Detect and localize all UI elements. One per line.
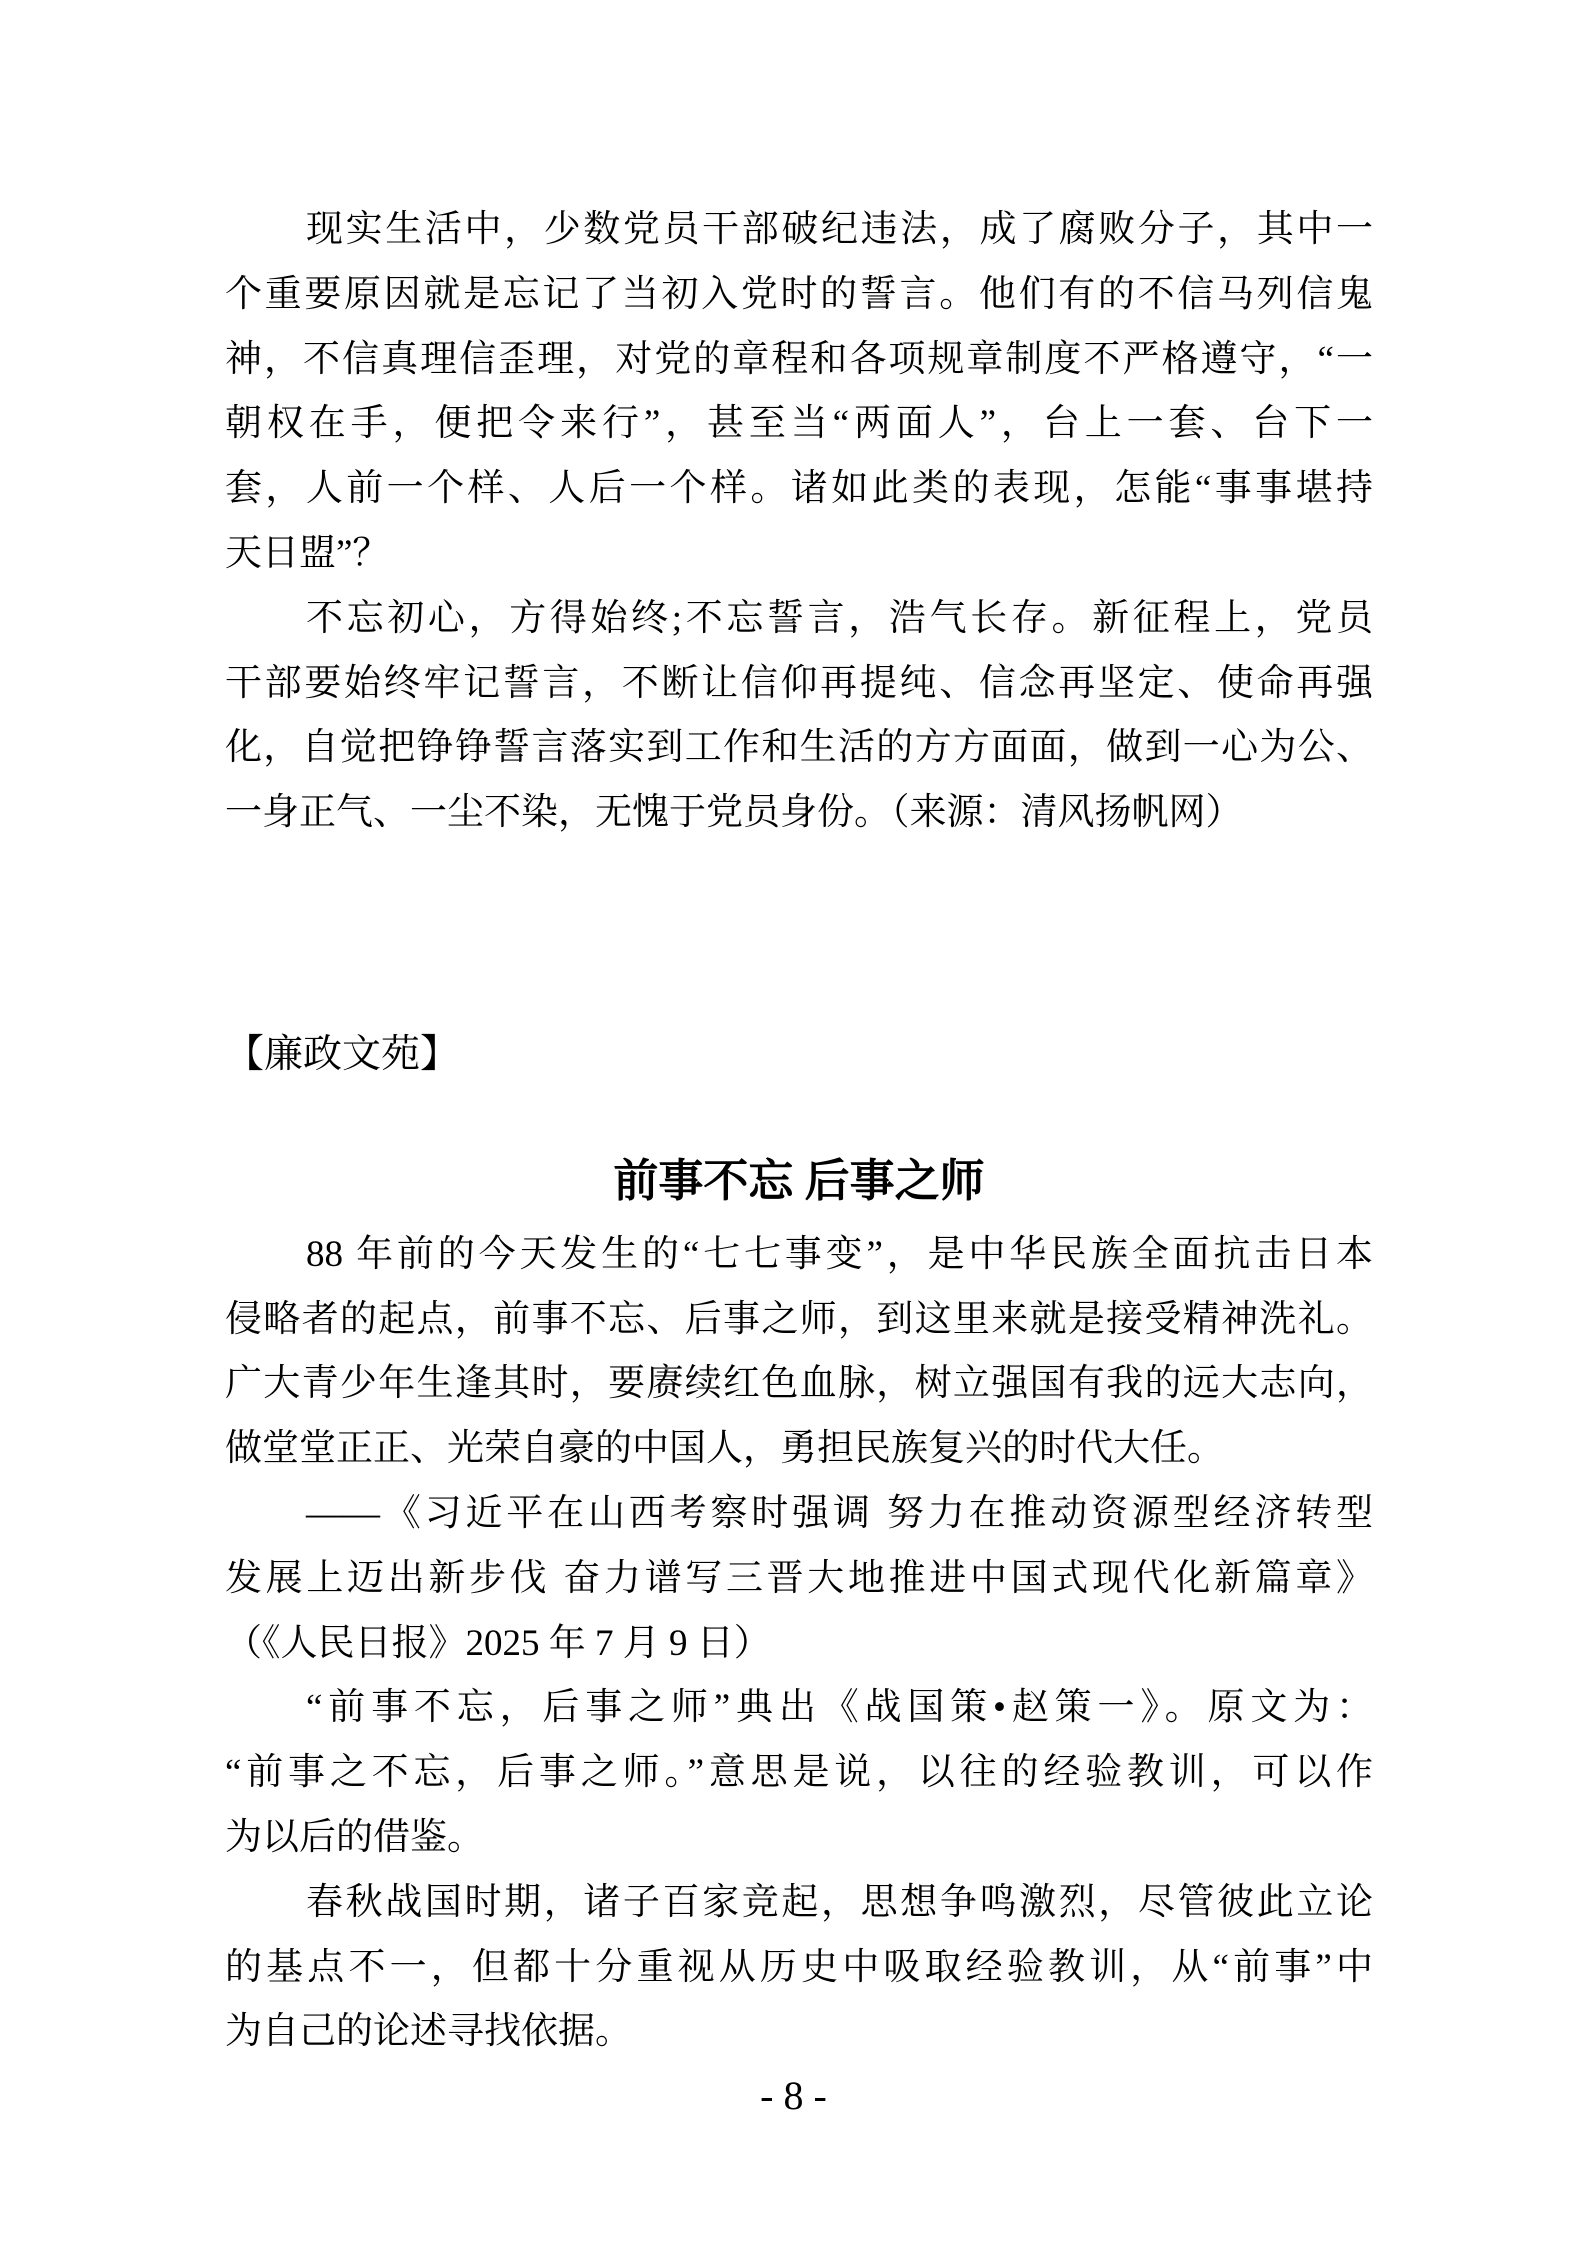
text-line: 现实生活中，少数党员干部破纪违法，成了腐败分子，其中一 <box>306 209 1373 250</box>
text-line: （《人民日报》2025 年 7 月 9 日） <box>225 1622 771 1664</box>
text-line: 化，自觉把铮铮誓言落实到工作和生活的方方面面，做到一心为公、 <box>225 727 1373 769</box>
body-paragraph <box>225 1871 1373 2065</box>
body-paragraph <box>225 1223 1373 1482</box>
article-title: 前事不忘 后事之师 <box>613 1155 985 1206</box>
section-header: 【廉政文苑】 <box>225 1032 460 1076</box>
text-line: “前事不忘，后事之师”典出《战国策•赵策一》。原文为： <box>306 1687 1373 1729</box>
text-line: 朝权在手，便把令来行”，甚至当“两面人”，台上一套、台下一 <box>225 403 1373 445</box>
text-line: 做堂堂正正、光荣自豪的中国人，勇担民族复兴的时代大任。 <box>225 1428 1224 1470</box>
text-line: 广大青少年生逢其时，要赓续红色血脉，树立强国有我的远大志向， <box>225 1363 1373 1405</box>
body-paragraph <box>225 198 1373 587</box>
text-line: 为自己的论述寻找依据。 <box>225 2011 632 2053</box>
text-line: 个重要原因就是忘记了当初入党时的誓言。他们有的不信马列信鬼 <box>225 273 1373 315</box>
document-body <box>225 198 1373 2065</box>
page-number: - 8 - <box>760 2073 827 2118</box>
text-line: 一身正气、一尘不染，无愧于党员身份。（来源：清风扬帆网） <box>225 792 1243 834</box>
text-line: 套，人前一个样、人后一个样。诸如此类的表现，怎能“事事堪持 <box>225 468 1373 510</box>
text-line: 发展上迈出新步伐 奋力谱写三晋大地推进中国式现代化新篇章》 <box>225 1557 1373 1599</box>
text-line: 天日盟”？ <box>225 532 390 574</box>
text-line: 为以后的借鉴。 <box>225 1816 484 1858</box>
text-line: 的基点不一，但都十分重视从历史中吸取经验教训，从“前事”中 <box>225 1946 1373 1988</box>
body-paragraph <box>225 587 1373 846</box>
text-line: 侵略者的起点，前事不忘、后事之师，到这里来就是接受精神洗礼。 <box>225 1298 1373 1340</box>
body-paragraph <box>225 1482 1373 1676</box>
text-line: 不忘初心，方得始终;不忘誓言，浩气长存。新征程上，党员 <box>306 597 1373 639</box>
text-line: 春秋战国时期，诸子百家竞起，思想争鸣激烈，尽管彼此立论 <box>306 1881 1373 1923</box>
body-paragraph <box>225 1676 1373 1870</box>
text-line: 神，不信真理信歪理，对党的章程和各项规章制度不严格遵守，“一 <box>225 338 1373 380</box>
text-line: “前事之不忘，后事之师。”意思是说，以往的经验教训，可以作 <box>225 1752 1373 1794</box>
text-line: 干部要始终牢记誓言，不断让信仰再提纯、信念再坚定、使命再强 <box>225 662 1373 704</box>
text-line: ——《习近平在山西考察时强调 努力在推动资源型经济转型 <box>306 1492 1373 1534</box>
text-line: 88 年前的今天发生的“七七事变”，是中华民族全面抗击日本 <box>306 1233 1373 1275</box>
